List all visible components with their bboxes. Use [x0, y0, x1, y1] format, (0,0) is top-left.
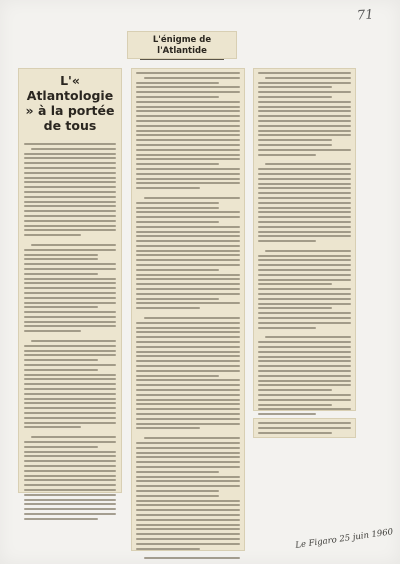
- illegible-text-line: [24, 383, 116, 385]
- illegible-text-line: [24, 167, 116, 169]
- illegible-text-line: [24, 306, 98, 308]
- illegible-text-line: [258, 134, 351, 136]
- illegible-text-line: [24, 229, 116, 231]
- illegible-text-line: [24, 316, 116, 318]
- illegible-text-line: [258, 399, 351, 401]
- illegible-text-line: [24, 153, 116, 155]
- illegible-text-line: [24, 393, 116, 395]
- illegible-text-line: [144, 197, 240, 199]
- illegible-text-line: [136, 307, 200, 309]
- illegible-text-line: [258, 139, 332, 141]
- illegible-text-line: [136, 264, 240, 266]
- illegible-text-line: [24, 426, 81, 428]
- illegible-text-line: [136, 235, 240, 237]
- illegible-text-line: [24, 196, 116, 198]
- illegible-text-line: [265, 250, 351, 252]
- illegible-text-line: [258, 216, 351, 218]
- illegible-text-line: [258, 130, 351, 132]
- illegible-text-line: [258, 110, 351, 112]
- illegible-text-line: [258, 207, 351, 209]
- illegible-text-line: [258, 240, 316, 242]
- illegible-text-line: [24, 181, 116, 183]
- folio-number: 71: [356, 7, 375, 24]
- illegible-text-line: [144, 557, 240, 559]
- illegible-text-line: [258, 413, 316, 415]
- illegible-text-line: [258, 235, 351, 237]
- illegible-text-line: [136, 269, 219, 271]
- illegible-text-line: [258, 422, 351, 424]
- illegible-text-line: [136, 375, 219, 377]
- illegible-text-line: [136, 399, 240, 401]
- illegible-text-line: [136, 115, 240, 117]
- illegible-text-line: [24, 407, 116, 409]
- illegible-text-line: [24, 249, 116, 251]
- illegible-text-line: [136, 528, 240, 530]
- illegible-text-line: [136, 514, 240, 516]
- illegible-text-line: [136, 293, 240, 295]
- illegible-text-line: [24, 268, 116, 270]
- illegible-text-line: [136, 480, 240, 482]
- illegible-text-line: [258, 91, 351, 93]
- illegible-text-line: [136, 384, 240, 386]
- illegible-text-line: [136, 495, 219, 497]
- illegible-text-line: [24, 215, 116, 217]
- illegible-text-line: [258, 293, 351, 295]
- illegible-text-line: [24, 297, 116, 299]
- illegible-text-line: [24, 191, 116, 193]
- illegible-text-line: [258, 274, 351, 276]
- illegible-text-line: [136, 418, 240, 420]
- illegible-text-line: [258, 115, 351, 117]
- illegible-text-line: [31, 436, 116, 438]
- illegible-text-line: [24, 258, 98, 260]
- header-clipping: [127, 31, 237, 59]
- illegible-text-line: [24, 172, 116, 174]
- illegible-text-line: [24, 220, 116, 222]
- article-column-1: [18, 68, 122, 493]
- illegible-text-line: [136, 365, 240, 367]
- illegible-text-line: [258, 154, 316, 156]
- illegible-text-line: [136, 187, 200, 189]
- article-headline: L'« Atlantologie » à la portée de tous: [25, 73, 115, 133]
- illegible-text-line: [136, 471, 219, 473]
- illegible-text-line: [258, 356, 351, 358]
- illegible-text-line: [258, 288, 351, 290]
- article-text-block: [24, 143, 116, 520]
- illegible-text-line: [136, 341, 240, 343]
- illegible-text-line: [258, 298, 351, 300]
- illegible-text-line: [136, 211, 240, 213]
- illegible-text-line: [136, 202, 219, 204]
- illegible-text-line: [258, 312, 351, 314]
- illegible-text-line: [136, 379, 240, 381]
- handwritten-date-annotation: Le Figaro 25 juin 1960: [294, 527, 394, 551]
- illegible-text-line: [24, 302, 116, 304]
- illegible-text-line: [136, 452, 240, 454]
- illegible-text-line: [265, 163, 351, 165]
- illegible-text-line: [136, 216, 240, 218]
- illegible-text-line: [136, 226, 240, 228]
- illegible-text-line: [258, 341, 351, 343]
- illegible-text-line: [136, 178, 240, 180]
- illegible-text-line: [24, 446, 98, 448]
- illegible-text-line: [136, 101, 240, 103]
- illegible-text-line: [24, 157, 116, 159]
- illegible-text-line: [136, 327, 240, 329]
- illegible-text-line: [136, 370, 240, 372]
- illegible-text-line: [24, 484, 116, 486]
- illegible-text-line: [136, 519, 240, 521]
- illegible-text-line: [24, 475, 116, 477]
- article-column-2: [131, 68, 245, 551]
- illegible-text-line: [24, 350, 116, 352]
- illegible-text-line: [31, 340, 116, 342]
- illegible-text-line: [136, 548, 200, 550]
- illegible-text-line: [258, 255, 351, 257]
- illegible-text-line: [136, 360, 240, 362]
- illegible-text-line: [136, 154, 240, 156]
- illegible-text-line: [258, 86, 332, 88]
- illegible-text-line: [258, 264, 351, 266]
- illegible-text-line: [24, 479, 116, 481]
- illegible-text-line: [24, 201, 116, 203]
- illegible-text-line: [136, 134, 240, 136]
- illegible-text-line: [258, 221, 351, 223]
- illegible-text-line: [24, 278, 116, 280]
- illegible-text-line: [24, 508, 116, 510]
- illegible-text-line: [136, 110, 240, 112]
- illegible-text-line: [258, 322, 351, 324]
- illegible-text-line: [136, 413, 240, 415]
- illegible-text-line: [31, 148, 116, 150]
- illegible-text-line: [136, 346, 240, 348]
- illegible-text-line: [24, 359, 98, 361]
- illegible-text-line: [136, 302, 240, 304]
- illegible-text-line: [136, 408, 240, 410]
- illegible-text-line: [136, 149, 240, 151]
- illegible-text-line: [136, 91, 240, 93]
- illegible-text-line: [258, 96, 332, 98]
- illegible-text-line: [258, 231, 351, 233]
- illegible-text-line: [258, 269, 351, 271]
- illegible-text-line: [136, 245, 240, 247]
- illegible-text-line: [265, 336, 351, 338]
- illegible-text-line: [136, 158, 240, 160]
- illegible-text-line: [24, 374, 116, 376]
- illegible-text-line: [24, 186, 116, 188]
- illegible-text-line: [136, 86, 240, 88]
- illegible-text-line: [258, 317, 351, 319]
- illegible-text-line: [136, 259, 240, 261]
- illegible-text-line: [136, 250, 240, 252]
- illegible-text-line: [136, 130, 240, 132]
- illegible-text-line: [24, 225, 116, 227]
- illegible-text-line: [258, 144, 332, 146]
- illegible-text-line: [258, 173, 351, 175]
- illegible-text-line: [136, 389, 240, 391]
- article-text-block: [136, 72, 240, 559]
- illegible-text-line: [136, 476, 240, 478]
- illegible-text-line: [258, 211, 351, 213]
- illegible-text-line: [136, 278, 240, 280]
- illegible-text-line: [136, 72, 240, 74]
- illegible-text-line: [258, 226, 351, 228]
- illegible-text-line: [258, 72, 351, 74]
- illegible-text-line: [136, 466, 240, 468]
- illegible-text-line: [136, 485, 240, 487]
- illegible-text-line: [24, 330, 81, 332]
- illegible-text-line: [136, 240, 240, 242]
- illegible-text-line: [136, 427, 200, 429]
- illegible-text-line: [24, 460, 116, 462]
- illegible-text-line: [258, 82, 351, 84]
- illegible-text-line: [258, 259, 351, 261]
- illegible-text-line: [258, 404, 332, 406]
- illegible-text-line: [258, 384, 351, 386]
- illegible-text-line: [258, 432, 332, 434]
- illegible-text-line: [258, 346, 351, 348]
- illegible-text-line: [258, 327, 316, 329]
- illegible-text-line: [258, 125, 351, 127]
- illegible-text-line: [31, 244, 116, 246]
- illegible-text-line: [24, 345, 116, 347]
- illegible-text-line: [136, 351, 240, 353]
- illegible-text-line: [24, 273, 98, 275]
- illegible-text-line: [258, 365, 351, 367]
- illegible-text-line: [258, 192, 351, 194]
- illegible-text-line: [24, 402, 116, 404]
- illegible-text-line: [136, 274, 240, 276]
- illegible-text-line: [24, 451, 116, 453]
- illegible-text-line: [258, 168, 351, 170]
- illegible-text-line: [24, 518, 98, 520]
- illegible-text-line: [258, 106, 351, 108]
- illegible-text-line: [136, 221, 219, 223]
- illegible-text-line: [24, 441, 116, 443]
- illegible-text-line: [24, 325, 116, 327]
- article-text-block: [258, 72, 351, 423]
- illegible-text-line: [144, 437, 240, 439]
- illegible-text-line: [24, 263, 116, 265]
- illegible-text-line: [258, 408, 351, 410]
- illegible-text-line: [144, 77, 240, 79]
- footnote-clipping: [253, 418, 356, 438]
- illegible-text-line: [24, 364, 116, 366]
- illegible-text-line: [136, 524, 240, 526]
- illegible-text-line: [258, 427, 351, 429]
- illegible-text-line: [136, 207, 219, 209]
- illegible-text-line: [136, 490, 219, 492]
- illegible-text-line: [136, 82, 219, 84]
- illegible-text-line: [258, 283, 332, 285]
- illegible-text-line: [136, 509, 240, 511]
- illegible-text-line: [24, 234, 81, 236]
- illegible-text-line: [258, 101, 351, 103]
- illegible-text-line: [258, 202, 351, 204]
- illegible-text-line: [136, 139, 240, 141]
- illegible-text-line: [24, 417, 116, 419]
- illegible-text-line: [24, 489, 116, 491]
- illegible-text-line: [265, 77, 351, 79]
- illegible-text-line: [136, 447, 240, 449]
- illegible-text-line: [136, 538, 240, 540]
- illegible-text-line: [136, 504, 240, 506]
- illegible-text-line: [136, 231, 240, 233]
- illegible-text-line: [24, 177, 116, 179]
- illegible-text-line: [258, 394, 351, 396]
- illegible-text-line: [136, 456, 240, 458]
- article-column-3: [253, 68, 356, 411]
- illegible-text-line: [24, 287, 116, 289]
- illegible-text-line: [136, 283, 240, 285]
- illegible-text-line: [136, 322, 240, 324]
- illegible-text-line: [136, 298, 219, 300]
- illegible-text-line: [24, 412, 116, 414]
- illegible-text-line: [24, 354, 116, 356]
- illegible-text-line: [24, 162, 116, 164]
- header-title: L'énigme de l'Atlantide: [152, 35, 212, 56]
- illegible-text-line: [136, 163, 219, 165]
- illegible-text-line: [24, 455, 116, 457]
- illegible-text-line: [136, 403, 240, 405]
- illegible-text-line: [258, 120, 351, 122]
- illegible-text-line: [24, 378, 116, 380]
- illegible-text-line: [24, 470, 116, 472]
- illegible-text-line: [24, 369, 98, 371]
- illegible-text-line: [258, 351, 351, 353]
- illegible-text-line: [258, 370, 351, 372]
- illegible-text-line: [24, 292, 116, 294]
- illegible-text-line: [258, 187, 351, 189]
- illegible-text-line: [24, 311, 116, 313]
- illegible-text-line: [136, 500, 240, 502]
- illegible-text-line: [136, 168, 240, 170]
- illegible-text-line: [258, 307, 332, 309]
- illegible-text-line: [136, 331, 240, 333]
- illegible-text-line: [258, 183, 351, 185]
- illegible-text-line: [136, 173, 240, 175]
- illegible-text-line: [136, 442, 240, 444]
- illegible-text-line: [136, 543, 240, 545]
- illegible-text-line: [24, 143, 116, 145]
- illegible-text-line: [136, 355, 240, 357]
- illegible-text-line: [24, 205, 116, 207]
- illegible-text-line: [24, 388, 116, 390]
- illegible-text-line: [258, 375, 351, 377]
- illegible-text-line: [144, 317, 240, 319]
- illegible-text-line: [24, 398, 116, 400]
- illegible-text-line: [136, 182, 240, 184]
- illegible-text-line: [258, 197, 351, 199]
- illegible-text-line: [136, 423, 240, 425]
- illegible-text-line: [258, 360, 351, 362]
- illegible-text-line: [24, 210, 116, 212]
- illegible-text-line: [24, 321, 116, 323]
- header-rule: [140, 59, 224, 60]
- illegible-text-line: [136, 288, 240, 290]
- illegible-text-line: [258, 279, 351, 281]
- illegible-text-line: [24, 282, 116, 284]
- illegible-text-line: [24, 499, 116, 501]
- illegible-text-line: [136, 336, 240, 338]
- footnote-text-block: [258, 422, 351, 434]
- illegible-text-line: [24, 254, 98, 256]
- illegible-text-line: [136, 533, 240, 535]
- illegible-text-line: [136, 394, 240, 396]
- illegible-text-line: [24, 494, 116, 496]
- illegible-text-line: [258, 303, 351, 305]
- illegible-text-line: [24, 465, 116, 467]
- illegible-text-line: [24, 503, 116, 505]
- illegible-text-line: [136, 96, 219, 98]
- illegible-text-line: [258, 389, 332, 391]
- illegible-text-line: [136, 106, 240, 108]
- illegible-text-line: [136, 125, 240, 127]
- illegible-text-line: [136, 120, 240, 122]
- illegible-text-line: [258, 149, 351, 151]
- illegible-text-line: [136, 254, 240, 256]
- illegible-text-line: [136, 461, 240, 463]
- illegible-text-line: [24, 422, 116, 424]
- illegible-text-line: [136, 144, 240, 146]
- illegible-text-line: [24, 513, 116, 515]
- illegible-text-line: [258, 178, 351, 180]
- illegible-text-line: [258, 380, 351, 382]
